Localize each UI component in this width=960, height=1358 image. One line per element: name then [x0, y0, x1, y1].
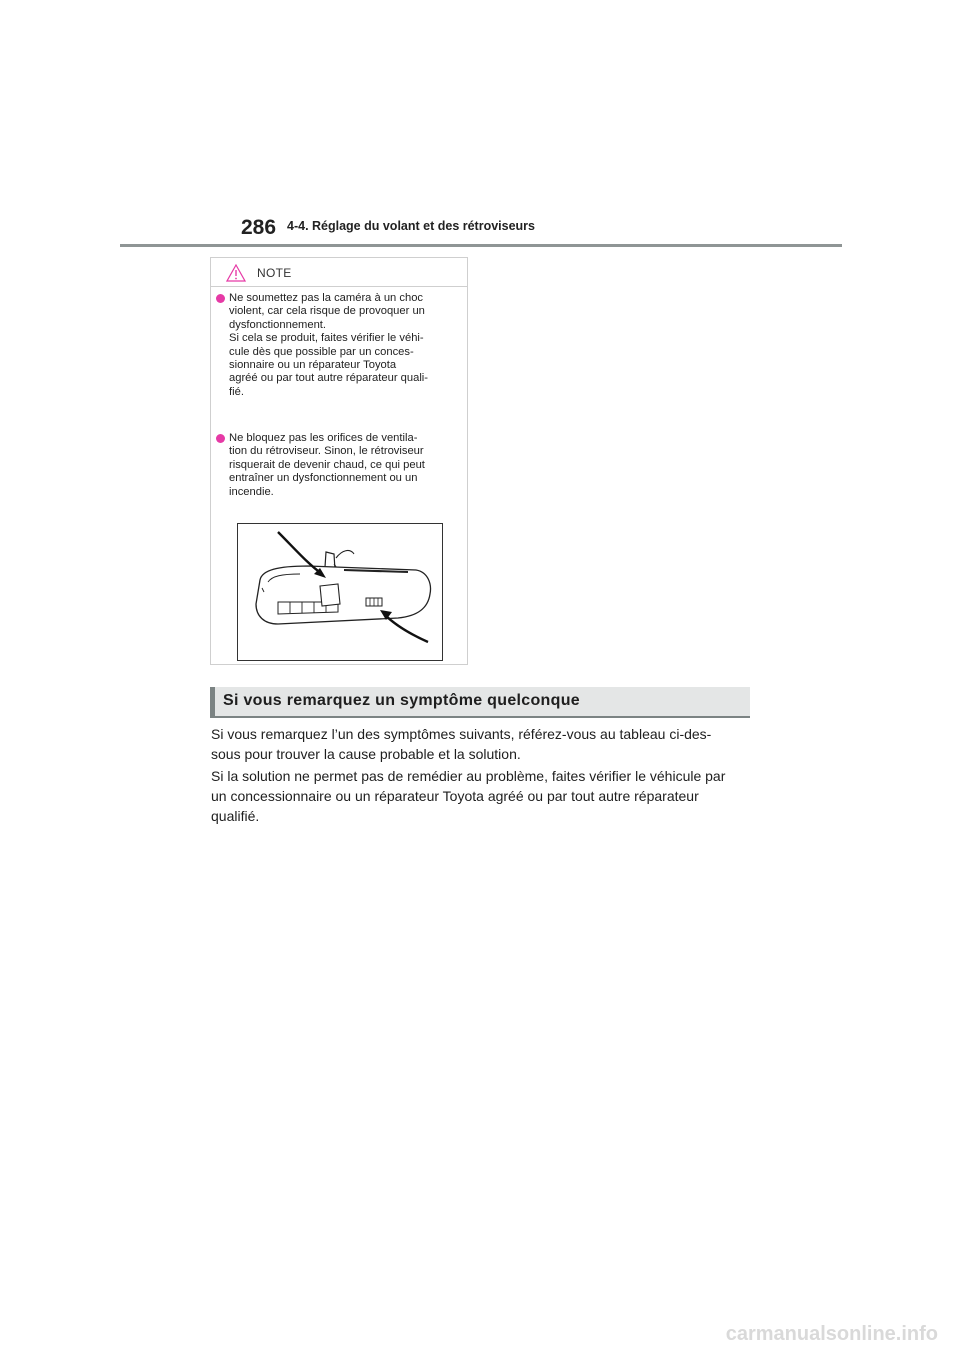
note-label: NOTE [257, 266, 292, 280]
section-heading-text: Si vous remarquez un symptôme quelconque [223, 692, 580, 709]
body-paragraph: Si vous remarquez l’un des symptômes suivants, référez-vous au tableau ci-des- sous pour trouver la cause probable et la solution. [211, 726, 712, 762]
chapter-title: 4-4. Réglage du volant et des rétroviseurs [287, 219, 535, 233]
body-paragraph: Si la solution ne permet pas de remédier au problème, faites vérifier le véhicule par un concessionnaire ou un réparateur Toyota agréé ou par tout autre réparateur qualifié. [211, 768, 726, 824]
page-number: 286 [241, 216, 277, 239]
note-header [211, 258, 467, 287]
watermark-logo [620, 1322, 940, 1346]
note-item [216, 292, 466, 399]
svg-text:carmanualsonline.info: carmanualsonline.info [725, 1323, 938, 1345]
bullet-icon [216, 294, 225, 303]
figure-frame [237, 523, 443, 661]
rear-view-mirror-illustration [238, 524, 442, 660]
note-item [216, 432, 466, 499]
note-text: Ne soumettez pas la caméra à un choc violent, car cela risque de provoquer un dysfonctionnement. Si cela se produit, faites vérifier le véhi- cule dès que possible par un conces- sionnaire ou un réparateur Toyota agréé ou par tout autre réparateur quali- fié. [229, 292, 429, 398]
note-text: Ne bloquez pas les orifices de ventila- tion du rétroviseur. Sinon, le rétroviseur risquerait de devenir chaud, ce qui peut entraîner un dysfonctionnement ou un incendie. [229, 432, 425, 498]
warning-triangle-icon [226, 264, 246, 282]
note-box [210, 257, 468, 665]
bullet-icon [216, 434, 225, 443]
section-heading [210, 687, 750, 718]
header-rule [120, 244, 842, 247]
